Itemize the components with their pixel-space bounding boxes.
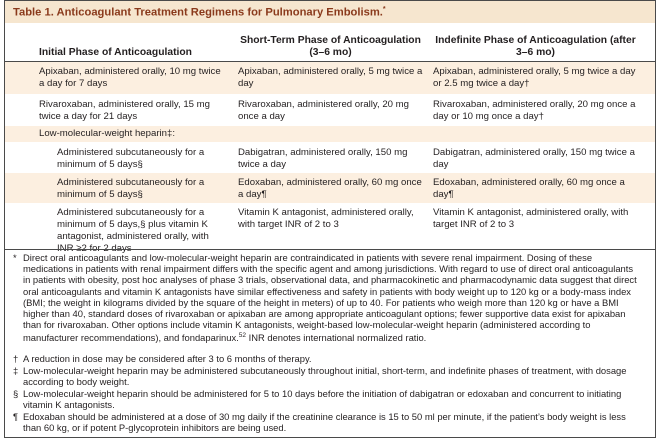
row-dabigatran-short-term: Dabigatran, administered orally, 150 mg twice a day [238, 147, 408, 170]
row-vka-short-term: Vitamin K antagonist, administered orally, with target INR of 2 to 3 [238, 207, 414, 230]
footnote-reference: 52 [238, 332, 246, 340]
header-short-term-phase: Short-Term Phase of Anticoagulation (3–6 mo) [240, 35, 421, 58]
table-panel [4, 0, 656, 438]
row-dabigatran-indefinite: Dabigatran, administered orally, 150 mg twice a day [433, 147, 635, 170]
table-row [5, 203, 655, 254]
row-vka-indefinite: Vitamin K antagonist, administered orally, with target INR of 2 to 3 [433, 207, 629, 230]
row-rivaroxaban-indefinite: Rivaroxaban, administered orally, 20 mg once a day or 10 mg once a day† [433, 99, 636, 122]
row-edoxaban-indefinite: Edoxaban, administered orally, 60 mg once a day¶ [433, 177, 625, 200]
title-footnote-mark: * [382, 6, 386, 13]
footnote-text: Low-molecular-weight heparin may be administered subcutaneously throughout initial, short-term, and indefinite phases of treatment, with dosage according to body weight. [23, 365, 627, 388]
row-lmwh-dabigatran-initial: Administered subcutaneously for a minimum of 5 days§ [57, 147, 205, 170]
row-edoxaban-short-term: Edoxaban, administered orally, 60 mg once a day¶ [238, 177, 422, 200]
footnote-mark: ¶ [13, 411, 19, 422]
footnote-text: Low-molecular-weight heparin should be administered for 5 to 10 days before the initiation of dabigatran or edoxaban and concurrent to initiating vitamin K antagonists. [23, 388, 622, 411]
footnote-section [13, 388, 638, 410]
footnote-mark: § [13, 388, 19, 399]
row-rivaroxaban-initial: Rivaroxaban, administered orally, 15 mg twice a day for 21 days [39, 99, 210, 122]
row-apixaban-initial: Apixaban, administered orally, 10 mg twice a day for 7 days [39, 66, 221, 89]
table-row [5, 62, 655, 94]
row-rivaroxaban-short-term: Rivaroxaban, administered orally, 20 mg once a day [238, 99, 409, 122]
row-lmwh-heading: Low-molecular-weight heparin‡: [39, 128, 175, 139]
row-lmwh-vka-initial: Administered subcutaneously for a minimum of 5 days,§ plus vitamin K antagonist, administered orally, with INR ≥2 for 2 days [57, 207, 209, 254]
footnote-text: Direct oral anticoagulants and low-molecular-weight heparin are contraindicated in patients with severe renal impairment. Dosing of these medications in patients with renal impairment differs with the specific agent and among jurisdictions. With regard to use of direct oral anticoagulants in patients with obesity, post hoc analyses of phase 3 trials, observational data, and pharmacokinetic and pharmacodynamic data suggest that direct oral anticoagulants and vitamin K antagonists have similar effectiveness and safety in patients with body weight up to 120 kg or a body-mass index (BMI; the weight in kilograms divided by the square of the height in meters) of up to 40. For patients who weigh more than 120 kg or have a BMI higher than 40, standard doses of rivaroxaban or apixaban are among appropriate anticoagulant options; fewer supportive data exist for apixaban than for rivaroxaban. Other options include vitamin K antagonists, weight-based low-molecular-weight heparin (administered according to manufacturer recommendations), and fondaparinux. [23, 252, 637, 344]
footnote-double-dagger [13, 365, 638, 387]
footnote-text: Edoxaban should be administered at a dose of 30 mg daily if the creatinine clearance is 15 to 50 ml per minute, if the patient’s body weight is less than 60 kg, or if potent P-glycoprotein inhibitors are being used. [23, 411, 626, 434]
table-title: Table 1. Anticoagulant Treatment Regimens for Pulmonary Embolism.* [13, 6, 386, 19]
footnote-text-tail: INR denotes international normalized ratio. [245, 332, 427, 344]
footnote-mark: * [13, 252, 17, 263]
footnote-text: A reduction in dose may be considered after 3 to 6 months of therapy. [23, 353, 312, 364]
table-row [5, 173, 655, 203]
footnote-general [13, 252, 638, 344]
table-title-bar [5, 1, 655, 23]
table-row [5, 142, 655, 173]
footnote-dagger [13, 353, 638, 364]
footnote-rule [5, 249, 655, 250]
row-lmwh-edoxaban-initial: Administered subcutaneously for a minimum of 5 days§ [57, 177, 205, 200]
table-row [5, 126, 655, 142]
header-initial-phase: Initial Phase of Anticoagulation [39, 47, 192, 58]
footnote-pilcrow [13, 411, 638, 433]
footnote-mark: ‡ [13, 365, 19, 376]
row-apixaban-indefinite: Apixaban, administered orally, 5 mg twice a day or 2.5 mg twice a day† [433, 66, 636, 89]
footnote-mark: † [13, 353, 19, 364]
table-row [5, 94, 655, 126]
header-indefinite-phase: Indefinite Phase of Anticoagulation (after 3–6 mo) [435, 35, 636, 58]
row-apixaban-short-term: Apixaban, administered orally, 5 mg twice a day [238, 66, 423, 89]
